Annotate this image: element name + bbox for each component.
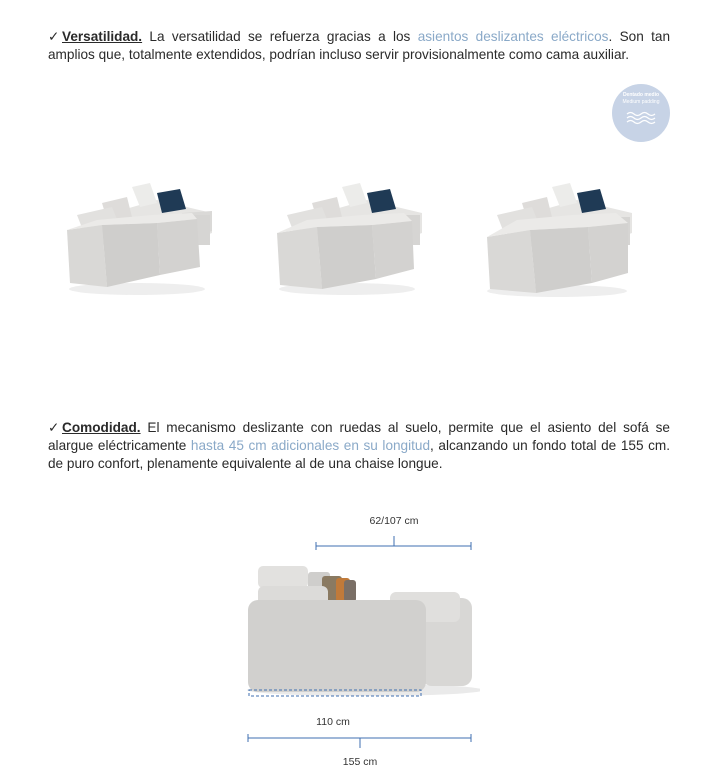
sofa-closed-image xyxy=(62,175,212,300)
comodidad-highlight: hasta 45 cm adicionales en su longitud xyxy=(190,438,431,453)
bottom-dimension-line xyxy=(248,734,471,748)
sofa-half-extended-image xyxy=(272,175,422,300)
comodidad-title: Comodidad. xyxy=(62,420,141,435)
versatilidad-highlight: asientos deslizantes eléctricos xyxy=(417,29,609,44)
versatilidad-text-a: La versatilidad se refuerza gracias a los xyxy=(142,29,418,44)
padding-badge xyxy=(612,84,670,142)
total-dimension-label: 155 cm xyxy=(342,756,378,768)
badge-line1: Dentado medio xyxy=(622,92,660,98)
badge-line2: Medium padding xyxy=(622,99,660,105)
versatilidad-paragraph xyxy=(48,28,670,64)
seat-dimension-label: 110 cm xyxy=(316,716,350,728)
top-dimension-line xyxy=(316,536,471,550)
check-icon: ✓ xyxy=(48,29,60,44)
comodidad-text-b: , alcanzando un fondo total de 155 cm. de puro confort, plenamente equivalente al de una chaise longue. xyxy=(48,438,670,471)
top-dimension-label: 62/107 cm xyxy=(369,515,419,527)
comodidad-paragraph xyxy=(48,419,670,473)
wave-icon xyxy=(626,111,656,125)
versatilidad-title: Versatilidad. xyxy=(62,29,143,44)
sofa-fully-extended-image xyxy=(482,175,632,300)
versatilidad-text-b: . Son tan amplios que, totalmente extendidos, podrían incluso servir provisionalmente como cama auxiliar. xyxy=(48,29,671,62)
check-icon: ✓ xyxy=(48,420,60,435)
comodidad-text-a: El mecanismo deslizante con ruedas al suelo, permite que el asiento del sofá se alargue eléctricamente xyxy=(48,420,670,453)
